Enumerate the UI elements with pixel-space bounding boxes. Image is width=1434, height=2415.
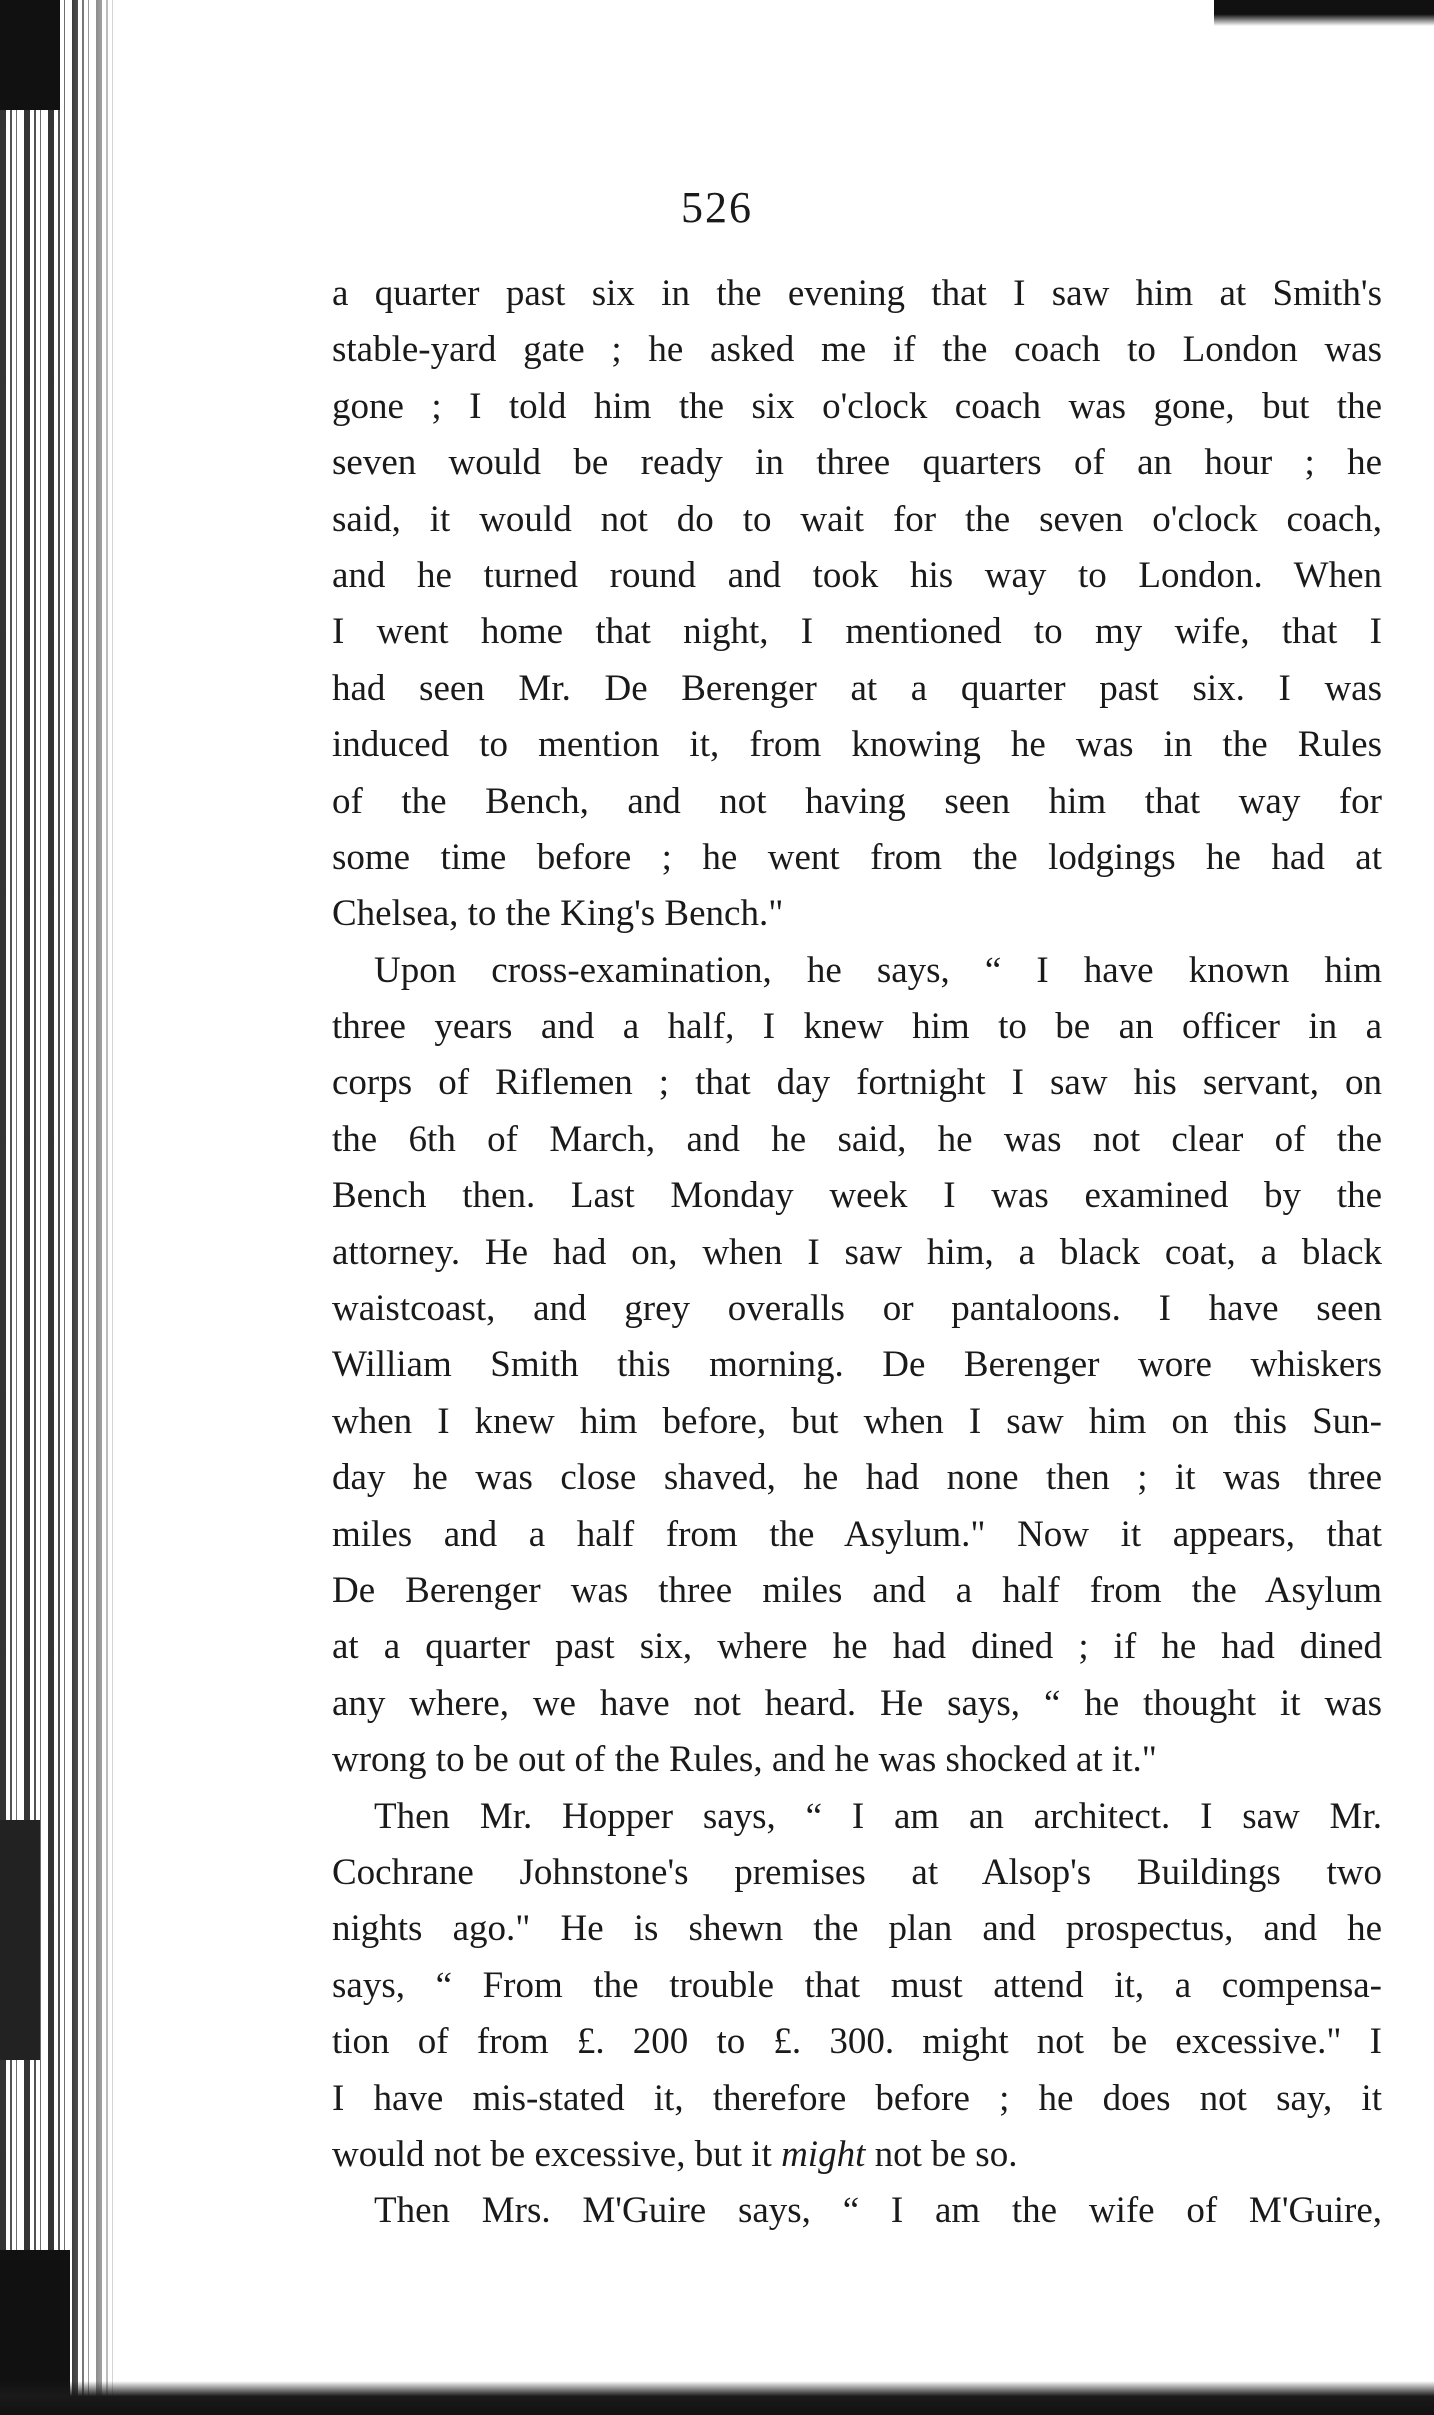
binding-shadow-top (0, 0, 60, 110)
text-line: I went home that night, I mentioned to my wife, that I (332, 611, 1382, 653)
italic-emphasis: might (781, 2133, 866, 2175)
text-line: tion of from £. 200 to £. 300. might not be excessive." I (332, 2021, 1382, 2063)
binding-shadow-middle (0, 1820, 40, 2060)
text-line: gone ; I told him the six o'clock coach was gone, but the (332, 385, 1382, 427)
text-line: says, “ From the trouble that must attend it, a compensa- (332, 1964, 1382, 2006)
text-line: three years and a half, I knew him to be an officer in a (332, 1006, 1382, 1048)
scan-edge-top-right (1214, 0, 1434, 26)
page-number: 526 (681, 183, 753, 232)
text-line: a quarter past six in the evening that I saw him at Smith's (332, 273, 1382, 314)
text-line: Chelsea, to the King's Bench." (332, 893, 784, 935)
text-line: Then Mr. Hopper says, “ I am an architect. I saw Mr. (374, 1795, 1382, 1837)
binding-fade (70, 0, 130, 2415)
text-line: miles and a half from the Asylum." Now it appears, that (332, 1513, 1382, 1555)
text-line: William Smith this morning. De Berenger wore whiskers (332, 1344, 1382, 1386)
text-line: De Berenger was three miles and a half from the Asylum (332, 1569, 1382, 1611)
text-line: induced to mention it, from knowing he was in the Rules (332, 724, 1382, 766)
text-line: day he was close shaved, he had none then ; it was three (332, 1457, 1382, 1499)
text-segment: not be so. (865, 2133, 1018, 2175)
text-line: nights ago." He is shewn the plan and prospectus, and he (332, 1908, 1382, 1950)
text-line: I have mis-stated it, therefore before ; he does not say, it (332, 2077, 1382, 2119)
text-line: wrong to be out of the Rules, and he was shocked at it." (332, 1739, 1157, 1781)
text-line: corps of Riflemen ; that day fortnight I saw his servant, on (332, 1062, 1382, 1104)
text-line: any where, we have not heard. He says, “ he thought it was (332, 1682, 1382, 1724)
text-line: and he turned round and took his way to London. When (332, 554, 1382, 596)
body-text (332, 266, 1382, 2240)
text-line: the 6th of March, and he said, he was not clear of the (332, 1118, 1382, 1160)
text-line: Then Mrs. M'Guire says, “ I am the wife of M'Guire, (374, 2190, 1382, 2232)
text-line: Cochrane Johnstone's premises at Alsop's Buildings two (332, 1851, 1382, 1893)
text-line: of the Bench, and not having seen him that way for (332, 780, 1382, 822)
text-line (332, 2127, 1382, 2183)
text-line: stable-yard gate ; he asked me if the coach to London was (332, 329, 1382, 371)
text-segment: would not be excessive, but it (332, 2133, 782, 2175)
text-line: at a quarter past six, where he had dined ; if he had dined (332, 1626, 1382, 1668)
text-line: had seen Mr. De Berenger at a quarter past six. I was (332, 667, 1382, 709)
text-line: said, it would not do to wait for the seven o'clock coach, (332, 498, 1382, 540)
scan-edge-bottom (0, 2381, 1434, 2415)
text-line: attorney. He had on, when I saw him, a black coat, a black (332, 1231, 1382, 1273)
text-line: some time before ; he went from the lodgings he had at (332, 836, 1382, 878)
text-line: when I knew him before, but when I saw him on this Sun- (332, 1400, 1382, 1442)
text-line: seven would be ready in three quarters of an hour ; he (332, 442, 1382, 484)
text-line: waistcoast, and grey overalls or pantaloons. I have seen (332, 1288, 1382, 1330)
text-line: Upon cross-examination, he says, “ I have known him (374, 949, 1382, 991)
text-line: Bench then. Last Monday week I was examined by the (332, 1175, 1382, 1217)
